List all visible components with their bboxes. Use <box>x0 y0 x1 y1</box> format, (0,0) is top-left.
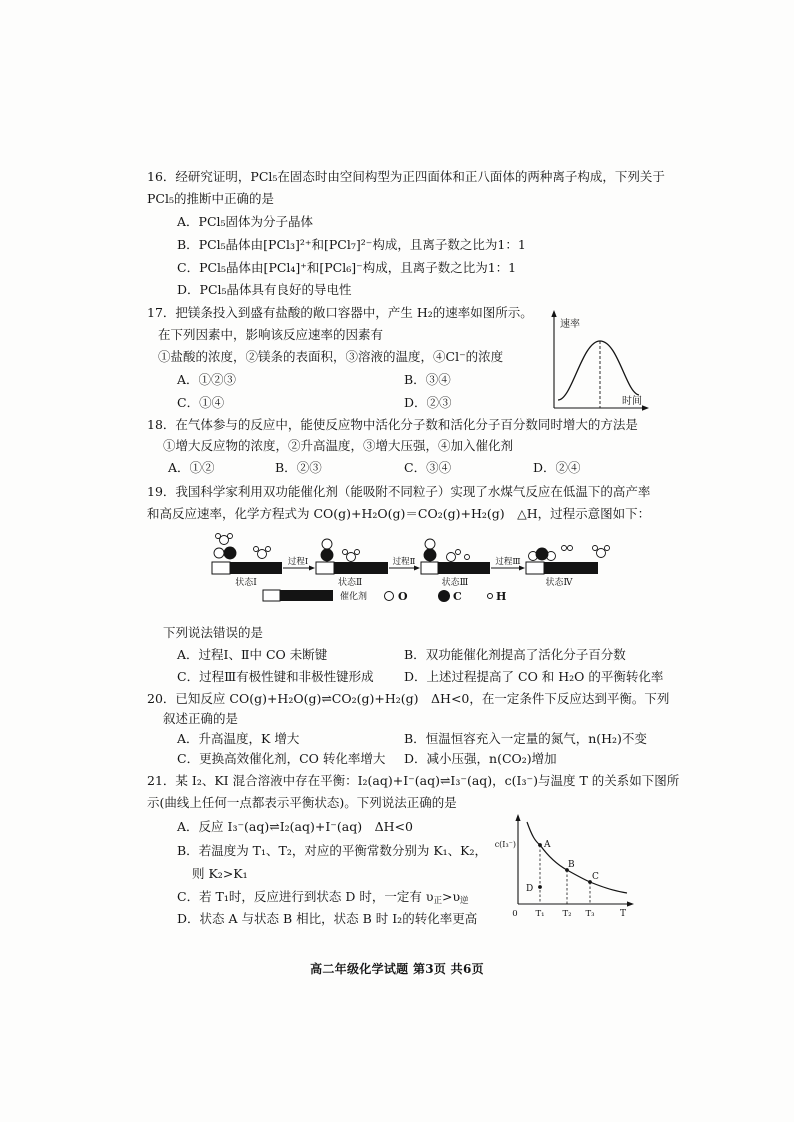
x-tick-t1: T₁ <box>535 909 545 919</box>
q18-stem-line-1: 18．在气体参与的反应中，能使反应物中活化分子数和活化分子百分数同时增大的方法是 <box>147 417 638 432</box>
process-label-3: 过程Ⅲ <box>495 557 521 567</box>
option-text: 上述过程提高了 CO 和 H₂O 的平衡转化率 <box>426 669 664 684</box>
y-axis-arrow <box>515 814 520 821</box>
option-text: PCl₅晶体由[PCl₃]²⁺和[PCl₇]²⁻构成，且离子数之比为1：1 <box>198 237 526 252</box>
molecule-h2o <box>216 534 233 545</box>
molecule-co2 <box>529 548 556 561</box>
option-label: C． <box>177 669 200 684</box>
q17-option-b <box>404 372 451 388</box>
option-text: ③④ <box>426 460 452 475</box>
q21-option-b <box>177 843 487 859</box>
option-label: C． <box>177 260 200 275</box>
option-label: C． <box>177 395 200 410</box>
x-tick-t3: T₃ <box>585 909 595 919</box>
molecule-co <box>214 547 236 559</box>
q20-stem-line-1: 20．已知反应 CO(g)+H₂O(g)⇌CO₂(g)+H₂(g) ΔH<0，在一定条件下反应达到平衡。下列 <box>147 691 670 706</box>
q20-stem-line-2: 叙述正确的是 <box>163 711 239 726</box>
option-label: D． <box>533 460 556 475</box>
option-label: A． <box>177 819 199 834</box>
option-label: B． <box>177 843 199 858</box>
y-axis-label: 速率 <box>560 319 580 330</box>
option-label: A． <box>177 372 199 387</box>
q19-option-b <box>404 647 626 663</box>
equilibrium-curve <box>527 822 627 893</box>
rate-curve <box>558 341 639 400</box>
option-text: ①④ <box>199 395 225 410</box>
option-text: 过程Ⅲ有极性键和非极性键形成 <box>199 669 374 684</box>
rate-time-graph <box>548 309 650 413</box>
process-label-2: 过程Ⅱ <box>392 557 416 567</box>
molecule-oh-and-h <box>447 550 470 562</box>
page-footer: 高二年级化学试题 第3页 共6页 <box>310 962 484 976</box>
x-axis-label: 时间 <box>622 396 642 407</box>
molecule-h2o <box>593 546 610 558</box>
state-label-3: 状态Ⅲ <box>441 578 469 588</box>
legend-oxygen-icon <box>385 592 394 601</box>
q19-option-d <box>404 669 663 685</box>
q19-option-a <box>177 647 327 663</box>
legend-carbon-label: C <box>453 590 462 603</box>
point-a-label: A <box>544 840 551 850</box>
option-text: ②④ <box>555 460 581 475</box>
point-c-label: C <box>592 872 599 882</box>
option-text: 升高温度，K 增大 <box>198 731 300 746</box>
concentration-temperature-graph <box>490 812 636 922</box>
y-axis-arrow <box>551 310 556 317</box>
reverse-rate-subscript: 逆 <box>460 896 469 906</box>
point-a-marker <box>538 843 542 847</box>
catalyst-process-diagram <box>205 528 665 608</box>
option-label: D． <box>404 395 427 410</box>
option-text: PCl₅晶体具有良好的导电性 <box>199 282 352 297</box>
legend-hydrogen-icon <box>488 594 493 599</box>
option-text: 更换高效催化剂，CO 转化率增大 <box>199 751 386 766</box>
option-text: 状态 A 与状态 B 相比，状态 B 时 I₂的转化率更高 <box>199 911 478 926</box>
option-label: C． <box>404 460 427 475</box>
q21-option-a <box>177 819 413 835</box>
q21-option-c <box>177 889 469 905</box>
q19-option-c <box>177 669 374 685</box>
option-label: B． <box>177 237 199 252</box>
option-text: 恒温恒容充入一定量的氮气，n(H₂)不变 <box>425 731 647 746</box>
point-b-label: B <box>568 860 575 870</box>
option-label: D． <box>177 911 200 926</box>
option-text: ②③ <box>296 460 322 475</box>
option-label: C． <box>177 751 200 766</box>
molecule-h2o <box>254 547 271 559</box>
q20-option-c <box>177 751 385 767</box>
option-label: B． <box>404 647 426 662</box>
catalyst-bar-state-3 <box>421 562 490 574</box>
q16-stem-line-2: PCl₅的推断中正确的是 <box>147 191 274 206</box>
catalyst-bar-state-2 <box>316 562 388 574</box>
state-label-2: 状态Ⅱ <box>337 578 363 588</box>
q16-option-a <box>177 214 313 230</box>
q20-option-b <box>404 731 647 747</box>
option-label: B． <box>275 460 297 475</box>
option-text: ③④ <box>425 372 451 387</box>
option-text: PCl₅固体为分子晶体 <box>198 214 314 229</box>
state-label-4: 状态Ⅳ <box>545 578 573 588</box>
option-text: ①② <box>189 460 215 475</box>
q19-stem-line-2: 和高反应速率，化学方程式为 CO(g)+H₂O(g)＝CO₂(g)+H₂(g) △H，过程示意图如下： <box>147 506 651 521</box>
option-label: C． <box>177 889 200 904</box>
q18-stem-line-2: ①增大反应物的浓度，②升高温度，③增大压强，④加入催化剂 <box>163 438 514 453</box>
molecule-h2o-adsorbed <box>343 550 360 562</box>
q18-option-a <box>168 460 215 476</box>
q19-prompt: 下列说法错误的是 <box>163 625 264 640</box>
molecule-h2 <box>562 546 573 551</box>
q17-option-c <box>177 395 224 411</box>
option-text: 减小压强，n(CO₂)增加 <box>426 751 557 766</box>
option-label: A． <box>177 647 199 662</box>
q16-option-b <box>177 237 526 253</box>
q20-option-d <box>404 751 557 767</box>
y-axis-label: c(I₃⁻) <box>494 840 516 849</box>
catalyst-bar-state-4 <box>526 562 598 574</box>
x-tick-t2: T₂ <box>562 909 572 919</box>
q16-option-c <box>177 260 516 276</box>
q17-option-a <box>177 372 236 388</box>
option-label: D． <box>404 751 427 766</box>
option-label: A． <box>177 214 199 229</box>
q19-stem-line-1: 19．我国科学家利用双功能催化剂（能吸附不同粒子）实现了水煤气反应在低温下的高产率 <box>147 484 651 499</box>
option-label: D． <box>177 282 200 297</box>
state-label-1: 状态Ⅰ <box>235 578 257 588</box>
option-text: 若温度为 T₁、T₂，对应的平衡常数分别为 K₁、K₂， <box>198 843 488 858</box>
q18-option-b <box>275 460 322 476</box>
q21-option-d <box>177 911 477 927</box>
legend-carbon-icon <box>438 590 450 602</box>
x-axis-label: T <box>619 909 627 919</box>
q18-option-c <box>404 460 451 476</box>
q21-stem-line-2: 示(曲线上任何一点都表示平衡状态)。下列说法正确的是 <box>147 795 457 810</box>
catalyst-bar-state-1 <box>212 562 282 574</box>
option-label: B． <box>404 731 426 746</box>
legend-catalyst-label: 催化剂 <box>340 592 368 602</box>
process-label-1: 过程Ⅰ <box>287 557 309 567</box>
legend-catalyst-bar <box>263 590 333 601</box>
option-label: B． <box>404 372 426 387</box>
option-text: 过程Ⅰ、Ⅱ中 CO 未断键 <box>198 647 328 662</box>
option-text: ①②③ <box>198 372 237 387</box>
option-text: >υ <box>441 889 461 904</box>
q18-option-d <box>533 460 581 476</box>
option-label: A． <box>168 460 190 475</box>
q16-option-d <box>177 282 352 298</box>
option-text: 若 T₁时，反应进行到状态 D 时，一定有 υ <box>199 889 434 904</box>
q17-stem-line-2: 在下列因素中，影响该反应速率的因素有 <box>158 327 384 342</box>
q21-stem-line-1: 21．某 I₂、KI 混合溶液中存在平衡：I₂(aq)+I⁻(aq)⇌I₃⁻(aq)，c(I₃⁻)与温度 T 的关系如下图所 <box>147 773 680 788</box>
x-axis-arrow <box>627 901 634 906</box>
option-label: A． <box>177 731 199 746</box>
option-text: ②③ <box>426 395 452 410</box>
x-axis-arrow <box>642 405 649 410</box>
q17-stem-line-1: 17．把镁条投入到盛有盐酸的敞口容器中，产生 H₂的速率如图所示。 <box>147 305 533 320</box>
option-text: 反应 I₃⁻(aq)⇌I₂(aq)+I⁻(aq) ΔH<0 <box>198 819 413 834</box>
q17-option-d <box>404 395 452 411</box>
option-label: D． <box>404 669 427 684</box>
forward-rate-subscript: 正 <box>433 896 442 906</box>
legend-oxygen-label: O <box>398 590 408 603</box>
point-d-marker <box>538 885 542 889</box>
q20-option-a <box>177 731 299 747</box>
origin-label: 0 <box>512 909 518 919</box>
legend-hydrogen-label: H <box>496 590 507 603</box>
option-text: 双功能催化剂提高了活化分子百分数 <box>425 647 626 662</box>
q21-option-b-continued: 则 K₂>K₁ <box>192 866 248 881</box>
q17-stem-line-3: ①盐酸的浓度，②镁条的表面积，③溶液的温度，④Cl⁻的浓度 <box>158 349 504 364</box>
molecule-co-adsorbed <box>321 539 333 561</box>
point-d-label: D <box>526 884 534 894</box>
molecule-co-adsorbed <box>424 539 436 561</box>
q16-stem-line-1: 16．经研究证明，PCl₅在固态时由空间构型为正四面体和正八面体的两种离子构成，下列关于 <box>147 169 665 184</box>
option-text: PCl₅晶体由[PCl₄]⁺和[PCl₆]⁻构成，且离子数之比为1：1 <box>199 260 517 275</box>
